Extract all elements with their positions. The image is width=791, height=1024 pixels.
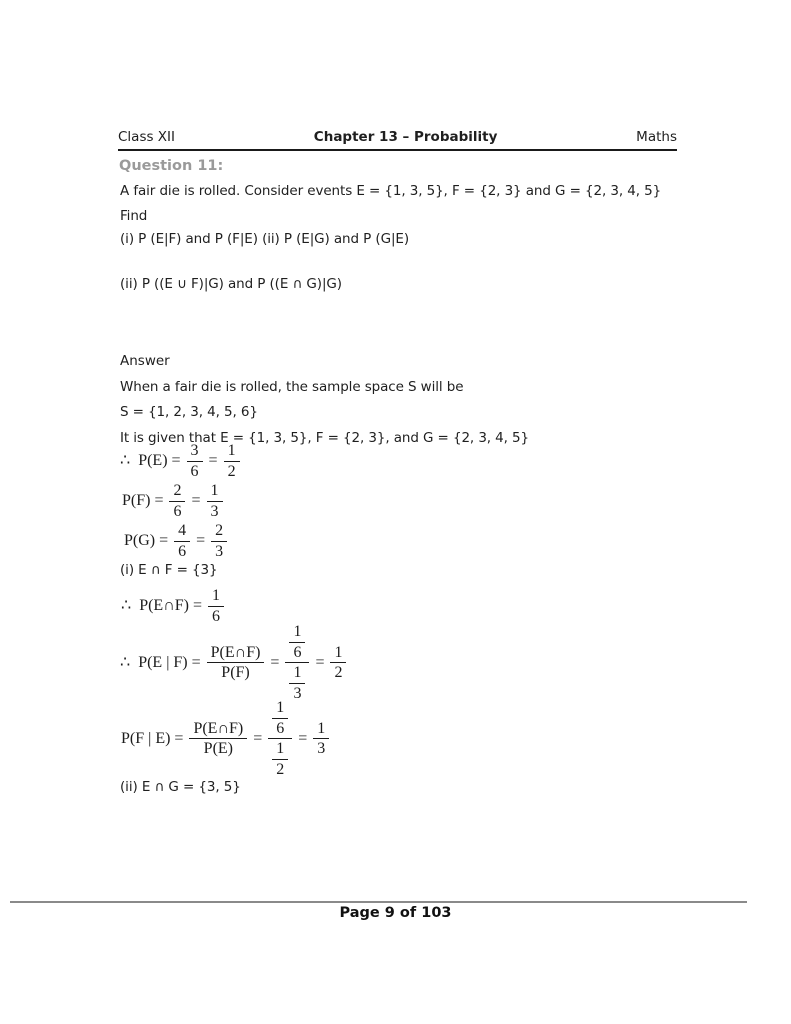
fraction [187, 442, 203, 480]
answer-label: Answer [120, 353, 170, 369]
question-find-line: Find [120, 208, 148, 224]
header-chapter-title: Chapter 13 – Probability [313, 129, 498, 145]
answer-given-sets-line: It is given that E = {1, 3, 5}, F = {2, 3}, and G = {2, 3, 4, 5} [120, 430, 530, 446]
fraction-numerator: 1 [330, 644, 346, 664]
fraction [289, 623, 305, 661]
fraction-numerator: 1 [224, 442, 240, 462]
equals-sign: = [298, 729, 308, 747]
fraction-numerator: 1 [313, 720, 329, 740]
fraction-numerator: 1 [289, 664, 305, 684]
big-fraction [189, 720, 247, 758]
fraction-numerator: P(E∩F) [207, 644, 265, 664]
header-subject-label: Maths [636, 129, 677, 145]
equation-lhs: P(G) = [124, 532, 169, 550]
fraction [224, 442, 240, 480]
equals-sign: = [196, 532, 206, 550]
fraction-denominator: P(F) [221, 664, 250, 682]
fraction [272, 699, 288, 737]
question-text-line: A fair die is rolled. Consider events E = {1, 3, 5}, F = {2, 3} and G = {2, 3, 4, 5} [120, 183, 662, 199]
equation-lhs: P(E∩F) = [139, 597, 202, 615]
equation-p-e-intersect-f [121, 587, 224, 625]
fraction-denominator: 2 [276, 760, 285, 778]
equation-p-f-given-e [121, 699, 329, 778]
fraction-denominator: 6 [276, 719, 285, 737]
fraction-denominator: 2 [334, 664, 343, 682]
fraction [313, 720, 329, 758]
therefore-symbol: ∴ [121, 597, 132, 615]
equals-sign: = [208, 452, 218, 470]
fraction [208, 587, 224, 625]
fraction [169, 482, 185, 520]
nested-fraction-denominator [285, 663, 309, 702]
fraction-denominator: 6 [190, 462, 199, 480]
nested-fraction-denominator [268, 739, 292, 778]
question-label: Question 11: [119, 158, 224, 174]
fraction-numerator: 4 [174, 522, 190, 542]
answer-part-i-set-line: (i) E ∩ F = {3} [120, 562, 218, 578]
answer-sample-space-line: S = {1, 2, 3, 4, 5, 6} [120, 404, 258, 420]
fraction-numerator: P(E∩F) [189, 720, 247, 740]
question-part-i-line: (i) P (E|F) and P (F|E) (ii) P (E|G) and P (G|E) [120, 231, 409, 247]
equation-p-e [120, 442, 240, 480]
equation-p-f [122, 482, 223, 520]
equation-p-g [124, 522, 227, 560]
answer-part-ii-set-line: (ii) E ∩ G = {3, 5} [120, 779, 241, 795]
equation-lhs: P(E) = [138, 452, 181, 470]
fraction-numerator: 1 [272, 699, 288, 719]
fraction-denominator: P(E) [203, 740, 233, 758]
nested-fraction [268, 699, 292, 778]
nested-fraction-numerator [285, 623, 309, 663]
header-class-label: Class XII [118, 129, 176, 145]
footer-divider [10, 901, 747, 903]
fraction [289, 664, 305, 702]
fraction-denominator: 6 [178, 542, 187, 560]
equals-sign: = [253, 729, 263, 747]
fraction [330, 644, 346, 682]
fraction-numerator: 1 [208, 587, 224, 607]
fraction-denominator: 3 [317, 740, 326, 758]
equals-sign: = [315, 653, 325, 671]
fraction-denominator: 6 [173, 502, 182, 520]
fraction-numerator: 2 [211, 522, 227, 542]
equation-p-e-given-f [120, 623, 346, 702]
answer-text-line: When a fair die is rolled, the sample space S will be [120, 379, 464, 395]
fraction [211, 522, 227, 560]
fraction-numerator: 1 [289, 623, 305, 643]
equals-sign: = [270, 653, 280, 671]
fraction [174, 522, 190, 560]
fraction-denominator: 2 [227, 462, 236, 480]
fraction [207, 482, 223, 520]
fraction-numerator: 2 [169, 482, 185, 502]
fraction-denominator: 6 [293, 643, 302, 661]
equals-sign: = [191, 492, 201, 510]
fraction-denominator: 3 [210, 502, 219, 520]
fraction-numerator: 3 [187, 442, 203, 462]
fraction-denominator: 3 [293, 684, 302, 702]
fraction-numerator: 1 [272, 740, 288, 760]
equation-lhs: P(E | F) = [138, 653, 201, 671]
nested-fraction [285, 623, 309, 702]
fraction-denominator: 3 [215, 542, 224, 560]
page-header [118, 129, 677, 151]
equation-lhs: P(F | E) = [121, 729, 184, 747]
equation-lhs: P(F) = [122, 492, 164, 510]
page-number: Page 9 of 103 [339, 905, 452, 921]
fraction-numerator: 1 [207, 482, 223, 502]
nested-fraction-numerator [268, 699, 292, 739]
big-fraction [207, 644, 265, 682]
fraction [272, 740, 288, 778]
therefore-symbol: ∴ [120, 452, 131, 470]
fraction-denominator: 6 [212, 607, 220, 625]
therefore-symbol: ∴ [120, 653, 131, 671]
question-part-ii-line: (ii) P ((E ∪ F)|G) and P ((E ∩ G)|G) [120, 276, 342, 292]
